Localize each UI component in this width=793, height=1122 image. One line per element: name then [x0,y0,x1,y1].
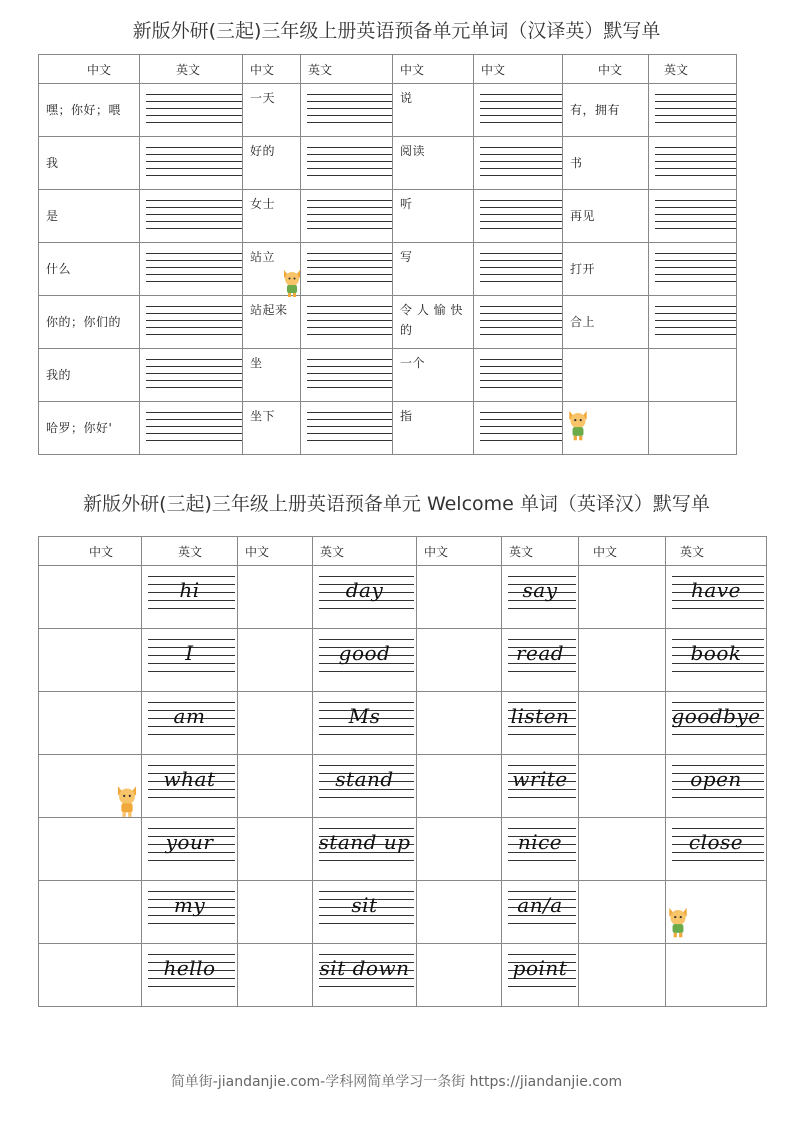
writing-lines [655,200,736,235]
english-word-cell [666,692,767,755]
header-cell: 中文 [243,55,301,84]
chinese-answer-cell[interactable] [238,629,313,692]
fox-mascot-icon [281,268,303,298]
english-word: hello [163,956,216,980]
english-word: listen [510,704,570,728]
chinese-cell [243,190,301,243]
fox-mascot-icon [566,405,590,445]
chinese-answer-cell[interactable] [238,692,313,755]
english-word: I [185,641,194,665]
chinese-word: 我 [46,155,59,170]
english-word: point [512,956,568,980]
header-cell: 英文 [313,537,417,566]
english-word: sit down [319,956,410,980]
header-cell: 英文 [666,537,767,566]
fox-mascot-icon [112,784,142,818]
english-answer-cell[interactable] [140,402,243,455]
chinese-answer-cell[interactable] [417,881,502,944]
english-answer-cell[interactable] [140,190,243,243]
writing-lines [655,94,736,129]
english-word-cell [313,881,417,944]
table-header-row [39,537,767,566]
chinese-word: 坐 [250,356,263,370]
chinese-word: 嘿；你好；喂 [46,102,122,117]
english-answer-cell[interactable] [474,190,563,243]
chinese-answer-cell[interactable] [39,944,142,1007]
english-word: read [515,641,565,665]
english-answer-cell[interactable] [301,402,393,455]
english-word-cell [313,566,417,629]
writing-lines [655,306,736,341]
english-word-cell [313,629,417,692]
english-word-cell [142,755,238,818]
english-word: stand up [318,830,411,854]
english-word: close [688,830,744,854]
chinese-cell [39,402,140,455]
english-answer-cell[interactable] [474,243,563,296]
chinese-word: 阅读 [400,144,426,158]
english-answer-cell[interactable] [140,84,243,137]
table-row [39,349,737,402]
english-word: what [163,767,216,791]
chinese-word: 书 [570,155,583,170]
english-word-cell [142,881,238,944]
table-row [39,629,767,692]
chinese-answer-cell[interactable] [238,566,313,629]
table-row [39,818,767,881]
chinese-cell [393,243,474,296]
chinese-answer-cell[interactable] [417,755,502,818]
english-word-cell [502,755,579,818]
english-word: write [512,767,568,791]
writing-lines [480,200,562,235]
header-cell: 中文 [238,537,313,566]
english-answer-cell[interactable] [140,243,243,296]
english-word-cell [502,629,579,692]
chinese-cell [39,243,140,296]
writing-lines [146,200,242,235]
chinese-cell [243,402,301,455]
chinese-answer-cell[interactable] [417,566,502,629]
writing-lines [480,412,562,447]
chinese-answer-cell[interactable] [39,629,142,692]
english-word: say [522,578,558,602]
chinese-word: 是 [46,208,59,223]
english-word: goodbye [671,704,761,728]
writing-lines [480,147,562,182]
header-cell: 中文 [417,537,502,566]
chinese-cell [563,84,649,137]
english-answer-cell[interactable] [474,296,563,349]
chinese-answer-cell[interactable] [39,566,142,629]
chinese-cell [393,402,474,455]
dictation-table-en-to-cn [38,536,767,1007]
chinese-cell [563,137,649,190]
chinese-answer-cell [579,881,666,944]
table-row [39,692,767,755]
writing-lines [480,306,562,341]
table-row [39,190,737,243]
table-row [39,944,767,1007]
header-cell: 英文 [142,537,238,566]
english-word-cell [142,566,238,629]
chinese-cell [39,190,140,243]
chinese-word: 站立 [250,250,276,264]
chinese-answer-cell[interactable] [417,818,502,881]
header-cell: 中文 [579,537,666,566]
header-cell: 英文 [140,55,243,84]
english-word-cell [666,755,767,818]
chinese-answer-cell[interactable] [39,881,142,944]
english-word-cell [313,692,417,755]
table-row [39,755,767,818]
writing-lines [307,94,392,129]
english-answer-cell[interactable] [301,84,393,137]
english-word-cell [502,692,579,755]
chinese-cell [393,84,474,137]
chinese-word: 打开 [570,261,596,276]
writing-lines [146,359,242,394]
english-answer-cell[interactable] [649,243,737,296]
english-answer-cell[interactable] [301,243,393,296]
english-answer-cell[interactable] [301,190,393,243]
english-word: have [691,578,741,602]
chinese-word: 你的；你们的 [46,314,122,329]
chinese-cell [39,84,140,137]
table-header-row [39,55,737,84]
english-answer-cell[interactable] [649,296,737,349]
chinese-cell [39,296,140,349]
english-answer-cell[interactable] [474,349,563,402]
english-word-cell [142,629,238,692]
writing-lines [146,147,242,182]
english-word-cell [313,755,417,818]
english-word-cell [502,881,579,944]
table-row [39,566,767,629]
header-cell: 英文 [502,537,579,566]
english-word-cell [502,566,579,629]
chinese-cell [393,137,474,190]
chinese-answer-cell[interactable] [579,566,666,629]
english-word: nice [517,830,563,854]
writing-lines [307,200,392,235]
chinese-cell [243,137,301,190]
english-answer-cell[interactable] [301,137,393,190]
chinese-answer-cell[interactable] [579,692,666,755]
english-word-cell [313,944,417,1007]
writing-lines [146,306,242,341]
chinese-answer-cell[interactable] [417,944,502,1007]
english-word: my [173,893,206,917]
header-cell: 英文 [649,55,737,84]
writing-lines [307,306,392,341]
header-cell: 英文 [301,55,393,84]
english-word-cell [502,944,579,1007]
english-word: stand [335,767,394,791]
chinese-answer-cell[interactable] [238,944,313,1007]
fox-mascot-icon [666,902,690,942]
english-answer-cell[interactable] [140,349,243,402]
english-answer-cell[interactable] [474,84,563,137]
worksheet-title-1: 新版外研(三起)三年级上册英语预备单元单词（汉译英）默写单 [132,20,661,42]
writing-lines [146,412,242,447]
chinese-answer-cell[interactable] [238,881,313,944]
chinese-cell [563,243,649,296]
chinese-cell [393,349,474,402]
english-word: book [690,641,742,665]
header-cell: 中文 [474,55,563,84]
chinese-answer-cell[interactable] [579,818,666,881]
chinese-cell [243,84,301,137]
chinese-word: 一天 [250,91,276,105]
chinese-word: 什么 [46,261,72,276]
english-word-cell [666,629,767,692]
writing-lines [480,359,562,394]
chinese-cell [393,296,474,349]
chinese-cell [393,190,474,243]
chinese-word: 女士 [250,197,276,211]
writing-lines [480,253,562,288]
chinese-word: 再见 [570,208,596,223]
english-answer-cell[interactable] [649,137,737,190]
writing-lines [655,147,736,182]
english-word: open [690,767,742,791]
chinese-answer-cell [579,944,666,1007]
english-answer-cell [649,402,737,455]
english-word-cell [142,818,238,881]
english-word-cell [502,818,579,881]
chinese-word: 合上 [570,314,596,329]
chinese-answer-cell[interactable] [238,755,313,818]
header-cell: 中文 [393,55,474,84]
chinese-cell [243,296,301,349]
chinese-cell [243,349,301,402]
table-row [39,243,737,296]
chinese-word: 指 [400,409,413,423]
writing-lines [307,253,392,288]
chinese-cell [563,296,649,349]
chinese-answer-cell[interactable] [39,692,142,755]
writing-lines [146,253,242,288]
table-row [39,137,737,190]
writing-lines [655,253,736,288]
english-word: an/a [517,893,563,917]
english-word: day [345,578,384,602]
worksheet-title-2: 新版外研(三起)三年级上册英语预备单元 Welcome 单词（英译汉）默写单 [83,493,710,515]
writing-lines [307,147,392,182]
chinese-answer-cell[interactable] [39,818,142,881]
english-answer-cell [649,349,737,402]
chinese-answer-cell[interactable] [579,629,666,692]
chinese-cell [39,137,140,190]
table-row [39,881,767,944]
english-word-cell [666,566,767,629]
chinese-cell [563,190,649,243]
english-word-cell [142,692,238,755]
english-word: good [338,641,391,665]
english-word-cell [313,818,417,881]
english-word-cell [142,944,238,1007]
header-cell: 中文 [39,537,142,566]
english-answer-cell[interactable] [140,296,243,349]
chinese-word: 一个 [400,356,426,370]
chinese-answer-cell[interactable] [417,629,502,692]
writing-lines [307,412,392,447]
english-answer-cell[interactable] [140,137,243,190]
chinese-cell [563,349,649,402]
chinese-answer-cell[interactable] [417,692,502,755]
header-cell: 中文 [563,55,649,84]
writing-lines [307,359,392,394]
english-word: your [165,830,214,854]
writing-lines [146,94,242,129]
chinese-word: 坐下 [250,409,276,423]
english-word: am [173,704,206,728]
header-cell: 中文 [39,55,140,84]
table-row [39,402,737,455]
chinese-word: 我的 [46,367,72,382]
chinese-answer-cell[interactable] [579,755,666,818]
table-row [39,296,737,349]
english-word: sit [351,893,378,917]
writing-lines [480,94,562,129]
chinese-word: 写 [400,250,413,264]
english-answer-cell[interactable] [301,349,393,402]
chinese-answer-cell[interactable] [238,818,313,881]
chinese-word: 好的 [250,144,276,158]
chinese-word: 说 [400,91,413,105]
dictation-table-cn-to-en [38,54,737,455]
english-answer-cell[interactable] [649,190,737,243]
chinese-cell [39,349,140,402]
english-word-cell [666,944,767,1007]
english-word: Ms [348,704,381,728]
english-answer-cell[interactable] [474,137,563,190]
chinese-word: 听 [400,197,413,211]
chinese-word: 站起来 [250,303,288,317]
english-answer-cell[interactable] [474,402,563,455]
chinese-word: 令 人 愉 快 的 [400,303,463,338]
chinese-word: 有，拥有 [570,102,621,117]
english-answer-cell[interactable] [649,84,737,137]
chinese-word: 哈罗；你好' [46,420,113,435]
english-word-cell [666,818,767,881]
english-word: hi [179,578,200,602]
table-row [39,84,737,137]
english-answer-cell[interactable] [301,296,393,349]
page-footer: 简单街-jiandanjie.com-学科网简单学习一条街 https://jiandanjie.com [170,1074,623,1090]
